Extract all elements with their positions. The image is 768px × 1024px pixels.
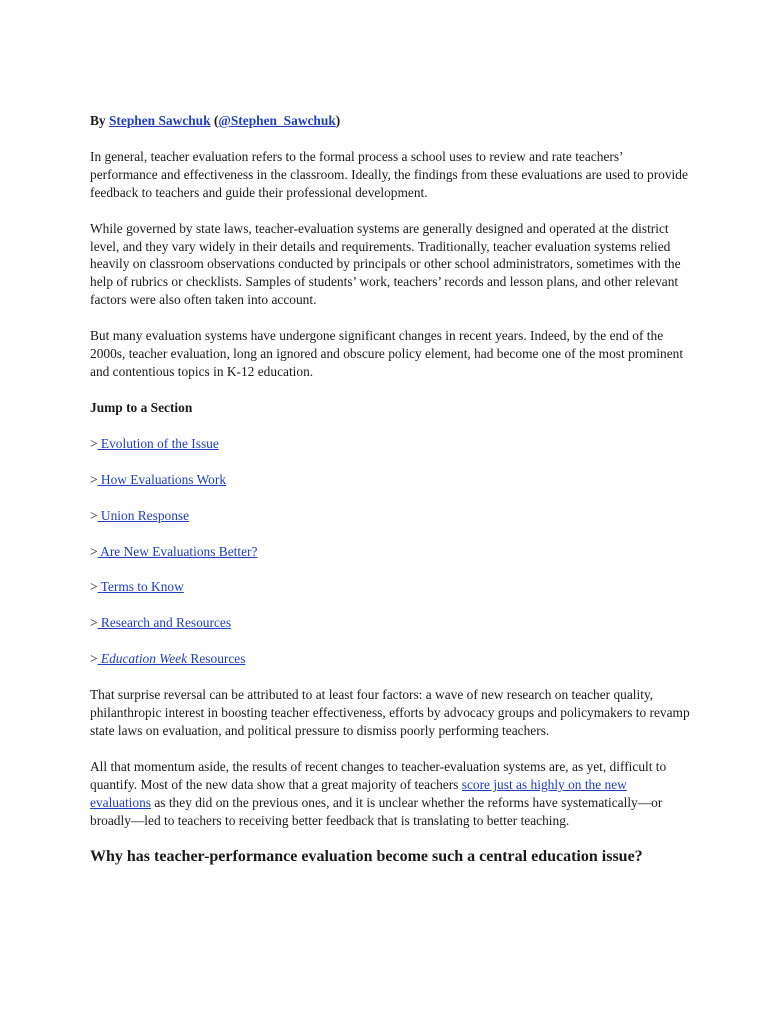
- chevron-right-marker: >: [90, 507, 98, 523]
- body-paragraph-2: All that momentum aside, the results of recent changes to teacher-evaluation systems are, as yet, difficult to quantify. Most of the new data show that a great majority of teachers score just as highly on the new evaluations as they did on the previous ones, and it is unclear whether the reforms have systematically—or broadly—led to teachers to receiving better feedback that is translating to better teaching.: [90, 758, 667, 828]
- link-score-just-as-highly[interactable]: score just as highly on the new evaluations: [90, 776, 627, 810]
- link-research-and-resources[interactable]: Research and Resources: [97, 615, 232, 631]
- chevron-right-marker: >: [90, 435, 98, 451]
- jump-item-new-evaluations-better: [90, 543, 690, 561]
- link-education-week-resources[interactable]: [98, 651, 246, 666]
- link-are-new-evaluations-better[interactable]: Are New Evaluations Better?: [97, 543, 258, 559]
- author-link[interactable]: Stephen Sawchuk: [108, 113, 211, 128]
- twitter-handle-link[interactable]: @Stephen_Sawchuk: [218, 113, 336, 128]
- jump-item-evolution: [90, 435, 690, 453]
- chevron-right-marker: >: [90, 471, 98, 487]
- body-paragraph-1: That surprise reversal can be attributed to at least four factors: a wave of new research on teacher quality, philanthropic interest in boosting teacher effectiveness, efforts by advocacy groups and policymakers to revamp state laws on evaluation, and political pressure to dismiss poorly performing teachers.: [90, 687, 690, 738]
- jump-item-education-week-resources: [90, 650, 690, 668]
- link-union-response[interactable]: Union Response: [97, 507, 190, 523]
- jump-item-research-resources: [90, 614, 690, 632]
- link-education-week-italic: Education Week: [97, 651, 188, 667]
- chevron-right-marker: >: [90, 651, 98, 667]
- jump-to-section-heading: Jump to a Section: [90, 399, 193, 415]
- jump-item-union-response: [90, 507, 690, 525]
- link-education-week-rest: Resources: [187, 651, 246, 667]
- link-terms-to-know[interactable]: Terms to Know: [97, 579, 184, 595]
- link-evolution-of-the-issue[interactable]: Evolution of the Issue: [97, 435, 219, 451]
- section-heading: Why has teacher-performance evaluation become such a central education issue?: [90, 848, 643, 866]
- jump-item-how-evaluations-work: [90, 471, 690, 489]
- intro-paragraph-3: But many evaluation systems have undergone significant changes in recent years. Indeed, by the end of the 2000s, teacher evaluation, long an ignored and obscure policy element, had become one of the most prominent and contentious topics in K-12 education.: [90, 328, 684, 379]
- intro-paragraph-1: In general, teacher evaluation refers to the formal process a school uses to review and rate teachers’ performance and effectiveness in the classroom. Ideally, the findings from these evaluations are used to provide feedback to teachers and guide their professional development.: [90, 148, 688, 200]
- jump-item-terms-to-know: [90, 578, 690, 596]
- intro-paragraph-2: While governed by state laws, teacher-evaluation systems are generally designed and operated at the district level, and they vary widely in their details and requirements. Traditionally, teacher evaluation systems relied heavily on classroom observations conducted by principals or other school administrators, sometimes with the help of rubrics or checklists. Samples of students’ work, teachers’ records and lesson plans, and other relevant factors were also often taken into account.: [90, 220, 681, 308]
- chevron-right-marker: >: [90, 543, 98, 559]
- byline: By Stephen Sawchuk (@Stephen_Sawchuk): [90, 113, 341, 128]
- article: [90, 112, 690, 867]
- chevron-right-marker: >: [90, 579, 98, 595]
- link-how-evaluations-work[interactable]: How Evaluations Work: [97, 471, 227, 487]
- chevron-right-marker: >: [90, 615, 98, 631]
